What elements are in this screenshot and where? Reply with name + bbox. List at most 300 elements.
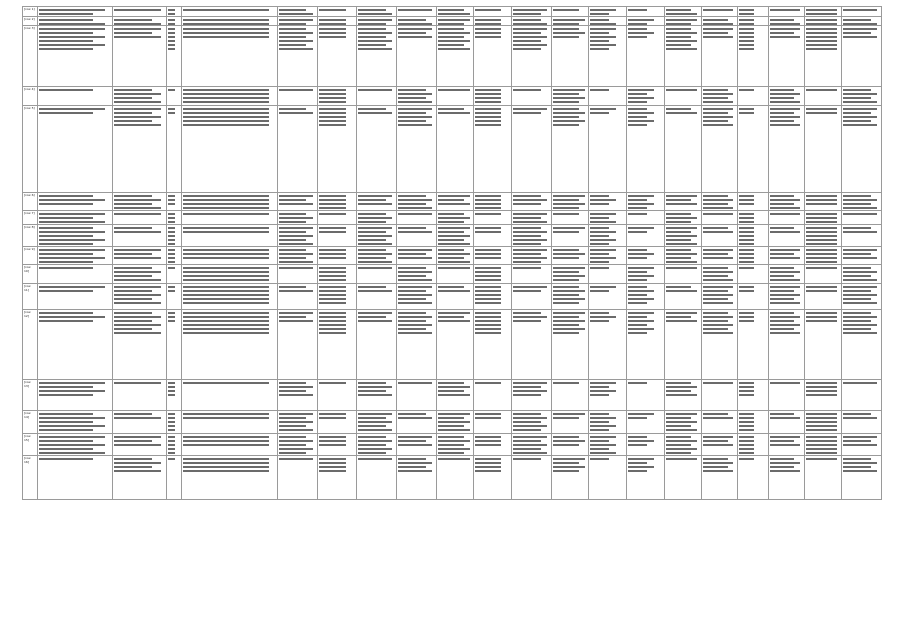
table-cell: [167, 411, 182, 434]
text-line-placeholder: [770, 470, 800, 472]
text-line-placeholder: [39, 9, 105, 11]
text-line-placeholder: [358, 312, 392, 314]
table-cell: [436, 224, 474, 247]
text-line-placeholder: [703, 19, 727, 21]
text-line-placeholder: [666, 36, 692, 38]
text-line-placeholder: [843, 324, 877, 326]
table-cell: [181, 224, 277, 247]
text-line-placeholder: [319, 267, 347, 269]
text-line-placeholder: [358, 382, 386, 384]
table-cell: [589, 87, 627, 105]
text-line-placeholder: [319, 440, 347, 442]
table-cell: [474, 411, 512, 434]
table-cell: [181, 87, 277, 105]
text-line-placeholder: [398, 302, 432, 304]
table-cell: [37, 247, 112, 265]
text-line-placeholder: [806, 436, 838, 438]
text-line-placeholder: [438, 257, 464, 259]
table-cell: [112, 224, 166, 247]
table-cell: [626, 247, 664, 265]
text-line-placeholder: [590, 267, 609, 269]
text-line-placeholder: [513, 44, 547, 46]
text-line-placeholder: [183, 257, 269, 259]
text-line-placeholder: [590, 386, 609, 388]
text-line-placeholder: [739, 227, 755, 229]
text-line-placeholder: [398, 417, 432, 419]
text-line-placeholder: [806, 227, 838, 229]
text-line-placeholder: [628, 470, 647, 472]
table-cell: [167, 283, 182, 310]
text-line-placeholder: [703, 298, 727, 300]
text-line-placeholder: [739, 429, 755, 431]
text-line-placeholder: [279, 429, 313, 431]
text-line-placeholder: [168, 213, 174, 215]
text-line-placeholder: [666, 89, 698, 91]
text-line-placeholder: [628, 328, 654, 330]
text-line-placeholder: [438, 429, 470, 431]
text-line-placeholder: [739, 89, 755, 91]
table-cell: [397, 380, 437, 411]
text-line-placeholder: [279, 243, 313, 245]
text-line-placeholder: [770, 466, 794, 468]
text-line-placeholder: [398, 286, 432, 288]
table-cell: [357, 433, 397, 456]
text-line-placeholder: [438, 231, 464, 233]
table-cell: [511, 433, 551, 456]
table-cell: [702, 105, 738, 192]
table-cell: [702, 87, 738, 105]
text-line-placeholder: [628, 93, 647, 95]
text-line-placeholder: [475, 294, 501, 296]
text-line-placeholder: [628, 382, 647, 384]
text-line-placeholder: [39, 452, 105, 454]
text-line-placeholder: [553, 298, 585, 300]
text-line-placeholder: [279, 213, 307, 215]
text-line-placeholder: [666, 32, 698, 34]
text-line-placeholder: [703, 213, 733, 215]
text-line-placeholder: [666, 44, 692, 46]
text-line-placeholder: [398, 97, 426, 99]
text-line-placeholder: [666, 413, 698, 415]
table-cell: [277, 283, 317, 310]
text-line-placeholder: [770, 195, 794, 197]
text-line-placeholder: [806, 444, 838, 446]
text-line-placeholder: [319, 101, 347, 103]
table-cell: [37, 265, 112, 283]
table-cell: [626, 310, 664, 380]
text-line-placeholder: [806, 108, 838, 110]
text-line-placeholder: [513, 413, 541, 415]
text-line-placeholder: [703, 316, 733, 318]
text-line-placeholder: [319, 417, 347, 419]
table-row: [23, 210, 882, 224]
table-cell: [397, 26, 437, 87]
text-line-placeholder: [843, 23, 877, 25]
text-line-placeholder: [168, 444, 174, 446]
row-label: [row 3]: [23, 26, 38, 87]
text-line-placeholder: [358, 452, 386, 454]
text-line-placeholder: [438, 394, 470, 396]
text-line-placeholder: [114, 207, 161, 209]
text-line-placeholder: [590, 217, 609, 219]
text-line-placeholder: [358, 217, 392, 219]
text-line-placeholder: [806, 253, 838, 255]
text-line-placeholder: [739, 243, 755, 245]
text-line-placeholder: [39, 13, 93, 15]
text-line-placeholder: [114, 116, 161, 118]
row-label: [row 16]: [23, 456, 38, 500]
table-cell: [551, 433, 589, 456]
text-line-placeholder: [319, 382, 347, 384]
text-line-placeholder: [628, 257, 647, 259]
text-line-placeholder: [666, 290, 698, 292]
table-cell: [626, 16, 664, 26]
text-line-placeholder: [475, 227, 501, 229]
text-line-placeholder: [553, 324, 579, 326]
text-line-placeholder: [358, 444, 386, 446]
text-line-placeholder: [666, 444, 692, 446]
text-line-placeholder: [553, 279, 579, 281]
text-line-placeholder: [358, 195, 392, 197]
table-cell: [277, 265, 317, 283]
text-line-placeholder: [739, 290, 755, 292]
text-line-placeholder: [843, 458, 871, 460]
table-cell: [181, 456, 277, 500]
text-line-placeholder: [475, 207, 501, 209]
text-line-placeholder: [279, 386, 313, 388]
table-cell: [551, 247, 589, 265]
table-cell: [167, 456, 182, 500]
table-row: [23, 247, 882, 265]
text-line-placeholder: [739, 316, 755, 318]
text-line-placeholder: [319, 108, 347, 110]
text-line-placeholder: [183, 332, 269, 334]
table-cell: [167, 192, 182, 210]
table-cell: [474, 192, 512, 210]
text-line-placeholder: [628, 320, 654, 322]
table-cell: [804, 456, 842, 500]
table-cell: [842, 192, 882, 210]
text-line-placeholder: [770, 207, 800, 209]
text-line-placeholder: [114, 290, 152, 292]
table-cell: [112, 16, 166, 26]
table-cell: [397, 7, 437, 17]
text-line-placeholder: [183, 328, 269, 330]
text-line-placeholder: [39, 440, 93, 442]
text-line-placeholder: [39, 444, 105, 446]
table-cell: [702, 247, 738, 265]
text-line-placeholder: [438, 421, 470, 423]
table-cell: [357, 310, 397, 380]
text-line-placeholder: [319, 112, 347, 114]
text-line-placeholder: [513, 48, 541, 50]
text-line-placeholder: [553, 290, 585, 292]
row-label: [row 15]: [23, 433, 38, 456]
text-line-placeholder: [114, 462, 161, 464]
text-line-placeholder: [39, 239, 105, 241]
table-cell: [436, 105, 474, 192]
text-line-placeholder: [770, 249, 800, 251]
text-line-placeholder: [358, 448, 392, 450]
text-line-placeholder: [770, 444, 800, 446]
text-line-placeholder: [703, 271, 733, 273]
text-line-placeholder: [39, 312, 93, 314]
table-cell: [277, 7, 317, 17]
text-line-placeholder: [475, 382, 501, 384]
table-cell: [702, 433, 738, 456]
text-line-placeholder: [438, 235, 470, 237]
text-line-placeholder: [553, 271, 579, 273]
text-line-placeholder: [703, 231, 733, 233]
text-line-placeholder: [553, 19, 585, 21]
text-line-placeholder: [843, 257, 877, 259]
table-cell: [626, 433, 664, 456]
text-line-placeholder: [806, 413, 838, 415]
table-cell: [626, 7, 664, 17]
text-line-placeholder: [168, 316, 174, 318]
text-line-placeholder: [39, 199, 105, 201]
text-line-placeholder: [843, 413, 871, 415]
text-line-placeholder: [806, 221, 838, 223]
text-line-placeholder: [279, 421, 313, 423]
text-line-placeholder: [739, 267, 755, 269]
text-line-placeholder: [279, 221, 307, 223]
text-line-placeholder: [438, 413, 470, 415]
text-line-placeholder: [513, 267, 541, 269]
text-line-placeholder: [666, 429, 698, 431]
text-line-placeholder: [39, 40, 93, 42]
text-line-placeholder: [770, 440, 794, 442]
text-line-placeholder: [39, 243, 93, 245]
table-cell: [511, 247, 551, 265]
text-line-placeholder: [319, 275, 347, 277]
table-cell: [436, 26, 474, 87]
row-label: [row 8]: [23, 224, 38, 247]
table-cell: [842, 283, 882, 310]
text-line-placeholder: [358, 19, 392, 21]
text-line-placeholder: [843, 101, 877, 103]
text-line-placeholder: [666, 19, 698, 21]
text-line-placeholder: [590, 227, 609, 229]
text-line-placeholder: [168, 320, 174, 322]
row-label: [row 7]: [23, 210, 38, 224]
text-line-placeholder: [590, 44, 616, 46]
text-line-placeholder: [319, 120, 347, 122]
text-line-placeholder: [279, 9, 307, 11]
text-line-placeholder: [806, 448, 838, 450]
table-cell: [474, 224, 512, 247]
text-line-placeholder: [703, 458, 727, 460]
text-line-placeholder: [843, 436, 877, 438]
table-cell: [804, 411, 842, 434]
text-line-placeholder: [739, 444, 755, 446]
table-cell: [551, 26, 589, 87]
table-cell: [397, 310, 437, 380]
text-line-placeholder: [319, 28, 347, 30]
text-line-placeholder: [358, 36, 386, 38]
text-line-placeholder: [590, 195, 609, 197]
text-line-placeholder: [806, 199, 838, 201]
text-line-placeholder: [666, 448, 698, 450]
text-line-placeholder: [168, 312, 174, 314]
text-line-placeholder: [398, 462, 432, 464]
table-cell: [511, 283, 551, 310]
text-line-placeholder: [358, 112, 392, 114]
text-line-placeholder: [398, 213, 432, 215]
table-cell: [589, 411, 627, 434]
text-line-placeholder: [843, 199, 877, 201]
text-line-placeholder: [666, 386, 698, 388]
table-cell: [474, 26, 512, 87]
table-cell: [589, 433, 627, 456]
table-cell: [664, 192, 702, 210]
text-line-placeholder: [438, 40, 470, 42]
table-cell: [551, 224, 589, 247]
text-line-placeholder: [666, 316, 692, 318]
text-line-placeholder: [39, 290, 93, 292]
text-line-placeholder: [553, 470, 579, 472]
text-line-placeholder: [438, 243, 470, 245]
text-line-placeholder: [183, 436, 269, 438]
text-line-placeholder: [666, 286, 692, 288]
text-line-placeholder: [183, 290, 269, 292]
text-line-placeholder: [553, 294, 579, 296]
table-cell: [804, 224, 842, 247]
table-cell: [357, 247, 397, 265]
text-line-placeholder: [553, 320, 585, 322]
table-cell: [842, 16, 882, 26]
text-line-placeholder: [319, 195, 347, 197]
text-line-placeholder: [39, 316, 105, 318]
text-line-placeholder: [279, 261, 313, 263]
table-cell: [112, 7, 166, 17]
text-line-placeholder: [628, 112, 654, 114]
text-line-placeholder: [114, 231, 161, 233]
table-cell: [511, 224, 551, 247]
text-line-placeholder: [279, 440, 313, 442]
table-cell: [112, 456, 166, 500]
text-line-placeholder: [183, 458, 269, 460]
text-line-placeholder: [168, 9, 174, 11]
text-line-placeholder: [183, 271, 269, 273]
table-cell: [112, 26, 166, 87]
text-line-placeholder: [168, 44, 174, 46]
text-line-placeholder: [770, 253, 794, 255]
table-cell: [768, 7, 804, 17]
row-label: [row 9]: [23, 247, 38, 265]
text-line-placeholder: [703, 444, 733, 446]
table-cell: [167, 26, 182, 87]
text-line-placeholder: [666, 312, 698, 314]
text-line-placeholder: [628, 19, 654, 21]
table-cell: [397, 87, 437, 105]
text-line-placeholder: [39, 221, 105, 223]
text-line-placeholder: [319, 32, 347, 34]
text-line-placeholder: [168, 40, 174, 42]
text-line-placeholder: [806, 261, 838, 263]
text-line-placeholder: [770, 302, 800, 304]
text-line-placeholder: [319, 207, 347, 209]
row-label: [row 12]: [23, 310, 38, 380]
text-line-placeholder: [843, 382, 877, 384]
table-cell: [511, 411, 551, 434]
text-line-placeholder: [739, 249, 755, 251]
table-cell: [768, 224, 804, 247]
text-line-placeholder: [628, 97, 654, 99]
text-line-placeholder: [438, 9, 464, 11]
text-line-placeholder: [806, 112, 838, 114]
table-cell: [737, 87, 768, 105]
text-line-placeholder: [770, 279, 800, 281]
table-cell: [768, 411, 804, 434]
table-cell: [181, 380, 277, 411]
text-line-placeholder: [703, 466, 727, 468]
text-line-placeholder: [703, 93, 733, 95]
table-row: [23, 411, 882, 434]
text-line-placeholder: [39, 23, 105, 25]
text-line-placeholder: [628, 279, 647, 281]
table-cell: [551, 16, 589, 26]
table-cell: [511, 310, 551, 380]
text-line-placeholder: [703, 257, 733, 259]
text-line-placeholder: [590, 28, 616, 30]
text-line-placeholder: [739, 195, 755, 197]
text-line-placeholder: [739, 312, 755, 314]
text-line-placeholder: [666, 267, 698, 269]
text-line-placeholder: [183, 320, 269, 322]
table-cell: [112, 411, 166, 434]
text-line-placeholder: [39, 386, 93, 388]
text-line-placeholder: [590, 286, 616, 288]
text-line-placeholder: [666, 13, 698, 15]
text-line-placeholder: [843, 195, 871, 197]
text-line-placeholder: [438, 89, 470, 91]
text-line-placeholder: [553, 466, 585, 468]
table-cell: [511, 456, 551, 500]
text-line-placeholder: [513, 429, 541, 431]
table-cell: [702, 224, 738, 247]
table-cell: [804, 380, 842, 411]
text-line-placeholder: [628, 28, 647, 30]
table-cell: [167, 247, 182, 265]
text-line-placeholder: [703, 32, 727, 34]
text-line-placeholder: [114, 444, 161, 446]
text-line-placeholder: [739, 23, 755, 25]
text-line-placeholder: [438, 23, 464, 25]
text-line-placeholder: [703, 462, 733, 464]
text-line-placeholder: [806, 286, 838, 288]
table-cell: [167, 310, 182, 380]
table-cell: [277, 105, 317, 192]
text-line-placeholder: [553, 93, 579, 95]
text-line-placeholder: [398, 108, 432, 110]
text-line-placeholder: [739, 235, 755, 237]
table-cell: [277, 210, 317, 224]
text-line-placeholder: [666, 23, 692, 25]
table-cell: [664, 7, 702, 17]
table-cell: [768, 105, 804, 192]
text-line-placeholder: [666, 203, 698, 205]
table-cell: [737, 210, 768, 224]
table-cell: [474, 380, 512, 411]
text-line-placeholder: [513, 386, 541, 388]
text-line-placeholder: [114, 89, 152, 91]
text-line-placeholder: [358, 261, 392, 263]
text-line-placeholder: [39, 235, 93, 237]
text-line-placeholder: [739, 425, 755, 427]
text-line-placeholder: [168, 249, 174, 251]
text-line-placeholder: [438, 239, 464, 241]
